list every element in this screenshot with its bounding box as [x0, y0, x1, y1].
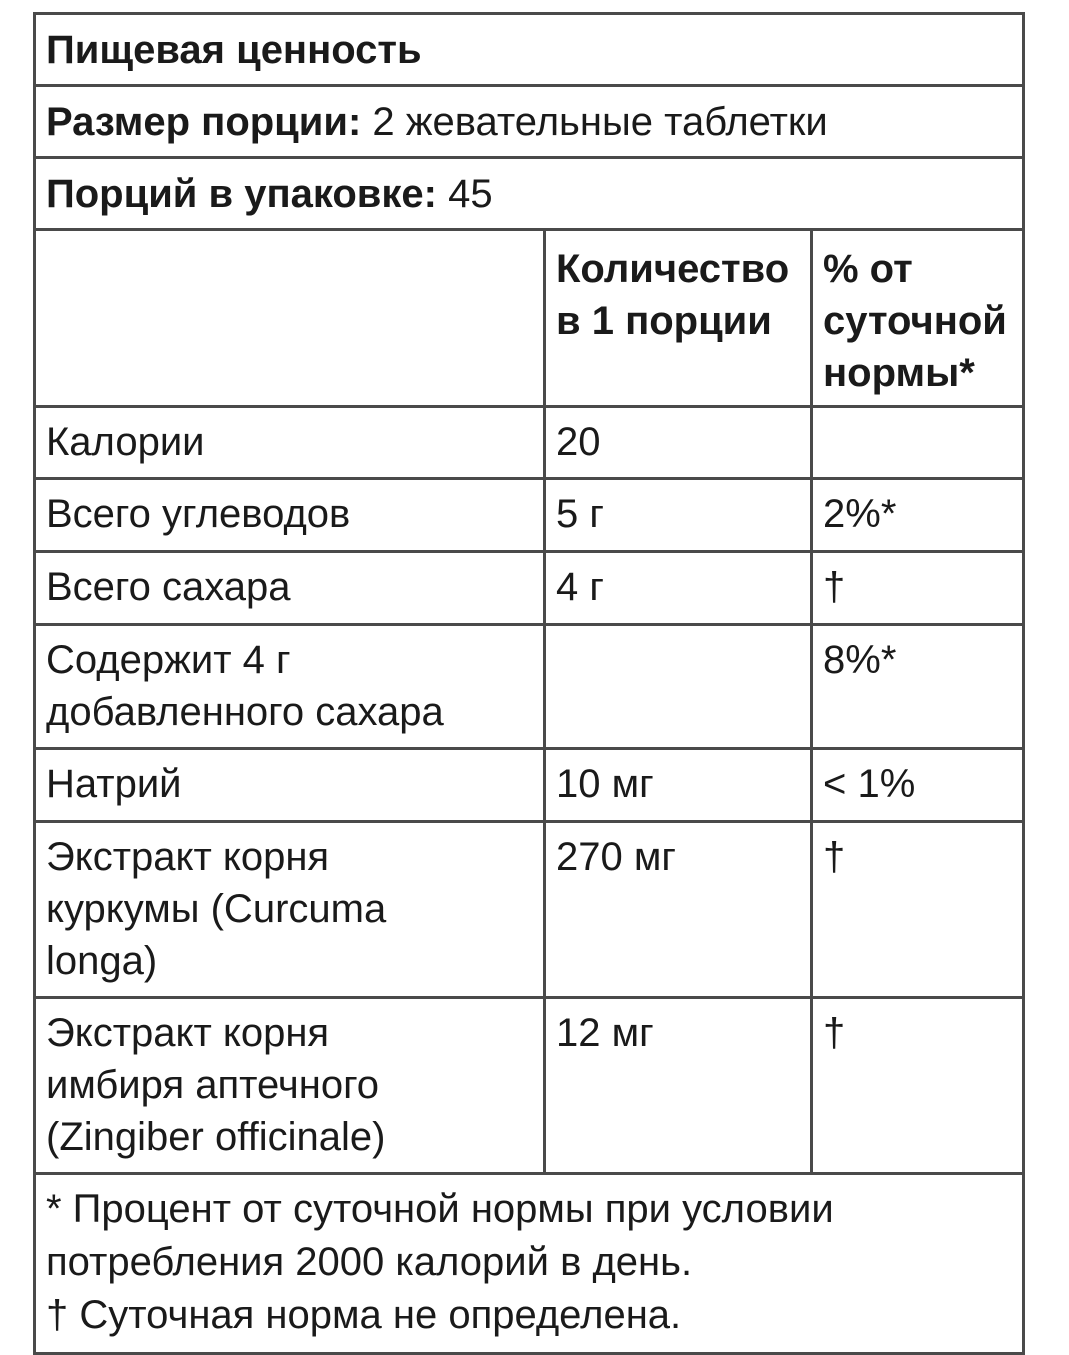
footnotes	[36, 1175, 1022, 1352]
header-dv-cell	[813, 231, 1022, 405]
nutrient-name: Калории	[36, 408, 546, 477]
footnote-line: † Суточная норма не определена.	[46, 1293, 682, 1337]
table-row	[36, 750, 1022, 823]
table-row	[36, 626, 1022, 750]
panel-title-row	[36, 15, 1022, 87]
nutrient-name: Всего сахара	[36, 553, 546, 623]
table-row	[36, 823, 1022, 999]
nutrient-name	[36, 823, 546, 996]
nutrient-name-line: longa)	[46, 939, 158, 983]
nutrient-amount	[546, 626, 813, 747]
serving-size-label: Размер порции:	[46, 99, 362, 144]
header-amount-line: Количество	[556, 247, 790, 291]
footnote-line: * Процент от суточной нормы при условии	[46, 1187, 834, 1231]
table-row	[36, 553, 1022, 626]
servings-per-container-row	[36, 159, 1022, 231]
footnote-line: потребления 2000 калорий в день.	[46, 1240, 693, 1284]
nutrient-dv: †	[823, 565, 846, 609]
nutrient-dv: 8%*	[823, 638, 897, 682]
servings-per-container-value: 45	[436, 171, 493, 216]
nutrient-amount: 10 мг	[546, 750, 813, 820]
nutrient-name-line: Содержит 4 г	[46, 638, 291, 682]
table-row	[36, 408, 1022, 480]
nutrient-dv: †	[823, 835, 846, 879]
nutrient-amount: 20	[546, 408, 813, 477]
nutrient-amount: 5 г	[546, 480, 813, 550]
nutrient-name: Всего углеводов	[36, 480, 546, 550]
header-amount-cell	[546, 231, 813, 405]
nutrient-dv	[813, 408, 1022, 477]
nutrient-name-line: добавленного сахара	[46, 690, 444, 734]
nutrient-name-line: куркумы (Curcuma	[46, 887, 387, 931]
nutrient-dv: < 1%	[823, 762, 916, 806]
nutrient-name-line: имбиря аптечного	[46, 1063, 380, 1107]
nutrient-name-line: Экстракт корня	[46, 1011, 330, 1055]
header-dv-line: нормы*	[823, 351, 975, 395]
header-dv-line: суточной	[823, 299, 1007, 343]
nutrient-amount: 4 г	[546, 553, 813, 623]
serving-size-row	[36, 87, 1022, 159]
table-header-row	[36, 231, 1022, 408]
nutrition-facts-panel	[33, 12, 1025, 1355]
servings-per-container-label: Порций в упаковке:	[46, 171, 437, 216]
header-nutrient-cell	[36, 231, 546, 405]
nutrient-name-line: (Zingiber officinale)	[46, 1115, 386, 1159]
nutrient-dv: †	[823, 1011, 846, 1055]
header-amount-line: в 1 порции	[556, 299, 772, 343]
header-dv-line: % от	[823, 247, 913, 291]
nutrient-name: Натрий	[36, 750, 546, 820]
serving-size-value: 2 жевательные таблетки	[361, 99, 828, 144]
nutrient-name	[36, 626, 546, 747]
nutrient-amount: 270 мг	[546, 823, 813, 996]
nutrient-amount: 12 мг	[546, 999, 813, 1172]
nutrient-name-line: Экстракт корня	[46, 835, 330, 879]
panel-title: Пищевая ценность	[46, 27, 422, 72]
nutrient-dv: 2%*	[823, 492, 897, 536]
table-row	[36, 999, 1022, 1175]
nutrient-name	[36, 999, 546, 1172]
table-row	[36, 480, 1022, 553]
